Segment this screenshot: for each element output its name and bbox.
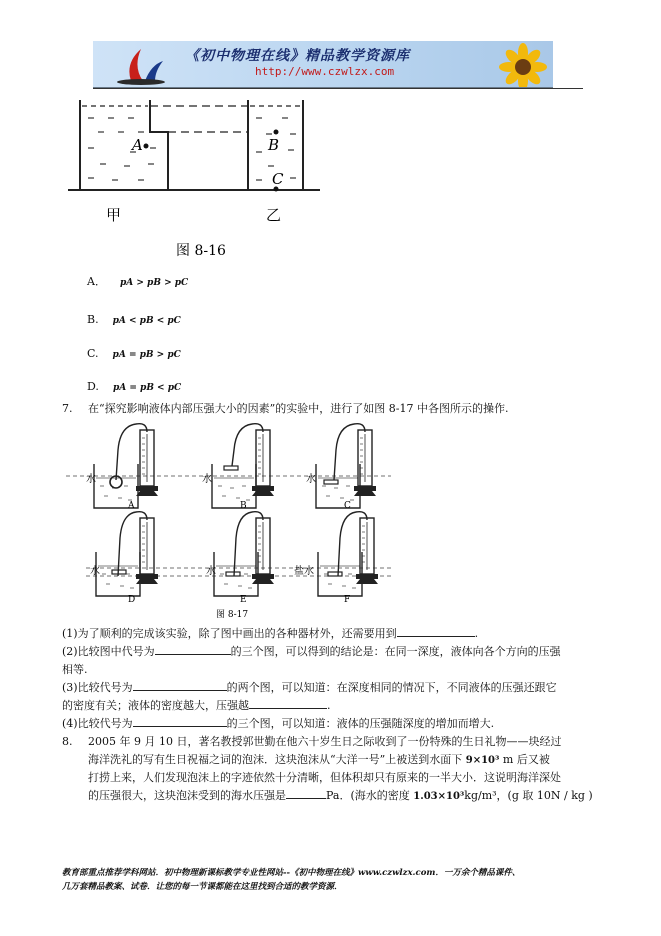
fig-label-d: D bbox=[128, 595, 136, 605]
fig-label-b: B bbox=[240, 501, 247, 511]
figure-caption-8-16: 图 8-16 bbox=[176, 243, 226, 259]
q7-sub2-text-a: (2)比较图中代号为 bbox=[62, 645, 155, 658]
option-b[interactable] bbox=[87, 313, 181, 326]
blank-6[interactable] bbox=[286, 787, 326, 799]
q7-sub1: (1)为了顺利的完成该实验，除了图中画出的各种器材外，还需要用到 . bbox=[62, 627, 479, 640]
q8-depth: 9×10³ bbox=[465, 755, 500, 766]
figure-caption-8-17: 图 8-17 bbox=[216, 610, 249, 620]
fig-label-f: F bbox=[344, 595, 351, 605]
figure-8-16 bbox=[60, 92, 340, 264]
blank-3[interactable] bbox=[133, 679, 227, 691]
q8-line4-text-a: 的压强很大，这块泡沫受到的海水压强是 bbox=[88, 789, 286, 802]
q7-sub4-text-b: 的三个图，可以知道：液体的压强随深度的增加而增大. bbox=[226, 717, 495, 730]
q7-sub3 bbox=[62, 679, 557, 697]
blank-4[interactable] bbox=[249, 697, 327, 709]
q7-sub3-text-c: 的密度有关；液体的密度越大，压强越 bbox=[62, 699, 249, 712]
q8-line1 bbox=[62, 733, 561, 751]
fig-label-e: E bbox=[240, 595, 247, 605]
q8-line4 bbox=[88, 787, 593, 806]
q7-text: 在“探究影响液体内部压强大小的因素”的实验中，进行了如图 8-17 中各图所示的操作. bbox=[88, 402, 509, 415]
fig-label-a: A bbox=[128, 501, 135, 511]
q7-stem bbox=[62, 400, 508, 418]
brine-label: 盐水 bbox=[294, 566, 314, 577]
q7-sub1-text: (1)为了顺利的完成该实验，除了图中画出的各种器材外，还需要用到 bbox=[62, 627, 397, 640]
banner-url[interactable]: http://www.czwlzx.com bbox=[255, 65, 395, 78]
q8-density: 1.03×10³ bbox=[413, 791, 465, 802]
fig-label-c: C bbox=[344, 501, 351, 511]
q7-sub4-text-a: (4)比较代号为 bbox=[62, 717, 133, 730]
water-label-5: 水 bbox=[206, 566, 216, 577]
footer-line-2: 几万套精品教案、试卷．让您的每一节课都能在这里找到合适的教学资源． bbox=[62, 882, 343, 892]
blank-2[interactable] bbox=[155, 643, 231, 655]
option-letter: B. bbox=[87, 313, 99, 326]
header-rule bbox=[93, 88, 583, 89]
q8-number: 8. bbox=[62, 735, 73, 748]
q8-line2 bbox=[88, 751, 550, 770]
option-formula: pA < pB < pC bbox=[112, 316, 181, 326]
water-label-3: 水 bbox=[306, 474, 316, 485]
blank-1[interactable] bbox=[397, 625, 475, 637]
point-b bbox=[274, 130, 279, 135]
footer-line-1: 教育部重点推荐学科网站．初中物理新课标教学专业性网站--《初中物理在线》www.czwlzx.com．一万余个精品课件、 bbox=[62, 868, 521, 878]
banner-title: 《初中物理在线》精品教学资源库 bbox=[185, 48, 410, 64]
label-yi: 乙 bbox=[266, 206, 282, 224]
label-jia: 甲 bbox=[106, 206, 122, 224]
q8-line4-text-c: kg/m³，(g 取 10N / kg ) bbox=[464, 789, 593, 802]
q8-line2-text-b: m 后又被 bbox=[502, 753, 550, 766]
option-formula: pA > pB > pC bbox=[119, 278, 189, 288]
q7-sub4 bbox=[62, 715, 494, 733]
q8-line3: 打捞上来，人们发现泡沫上的字迹依然十分清晰，但体积却只有原来的一半大小．这说明海洋深处 bbox=[88, 771, 561, 784]
figure-8-17 bbox=[66, 420, 396, 620]
option-d[interactable] bbox=[87, 380, 181, 393]
label-c: C bbox=[272, 170, 284, 188]
option-letter: A． bbox=[87, 275, 106, 288]
option-c[interactable] bbox=[87, 347, 181, 360]
label-a: A bbox=[132, 136, 143, 154]
label-b: B bbox=[268, 136, 280, 154]
q8-line2-text-a: 海洋洗礼的写有生日祝福之词的泡沫．这块泡沫从“大洋一号”上被送到水面下 bbox=[88, 753, 463, 766]
q8-line1-text: 2005 年 9 月 10 日，著名教授郭世勤在他六十岁生日之际收到了一份特殊的生日礼物——块经过 bbox=[88, 735, 562, 748]
q7-sub2 bbox=[62, 643, 561, 661]
q7-sub3-cont: 的密度有关；液体的密度越大，压强越 . bbox=[62, 699, 331, 712]
q7-sub2-cont: 相等. bbox=[62, 663, 88, 676]
option-a[interactable] bbox=[87, 273, 188, 289]
header-banner bbox=[93, 41, 553, 88]
water-label-1: 水 bbox=[86, 474, 96, 485]
option-letter: D. bbox=[87, 380, 99, 393]
option-formula: pA = pB < pC bbox=[112, 383, 182, 393]
q8-line4-text-b: Pa．(海水的密度 bbox=[326, 789, 410, 802]
option-formula: pA = pB > pC bbox=[112, 350, 181, 360]
blank-5[interactable] bbox=[133, 715, 227, 727]
logo-icon bbox=[111, 41, 171, 87]
point-a bbox=[144, 144, 149, 149]
option-letter: C. bbox=[87, 347, 99, 360]
q7-sub2-text-b: 的三个图，可以得到的结论是：在同一深度，液体向各个方向的压强 bbox=[230, 645, 561, 658]
q7-sub3-text-a: (3)比较代号为 bbox=[62, 681, 133, 694]
sunflower-icon bbox=[493, 41, 553, 87]
q7-number: 7. bbox=[62, 402, 73, 415]
water-label-4: 水 bbox=[90, 566, 100, 577]
water-label-2: 水 bbox=[202, 474, 212, 485]
q7-sub3-text-b: 的两个图，可以知道：在深度相同的情况下，不同液体的压强还跟它 bbox=[226, 681, 557, 694]
